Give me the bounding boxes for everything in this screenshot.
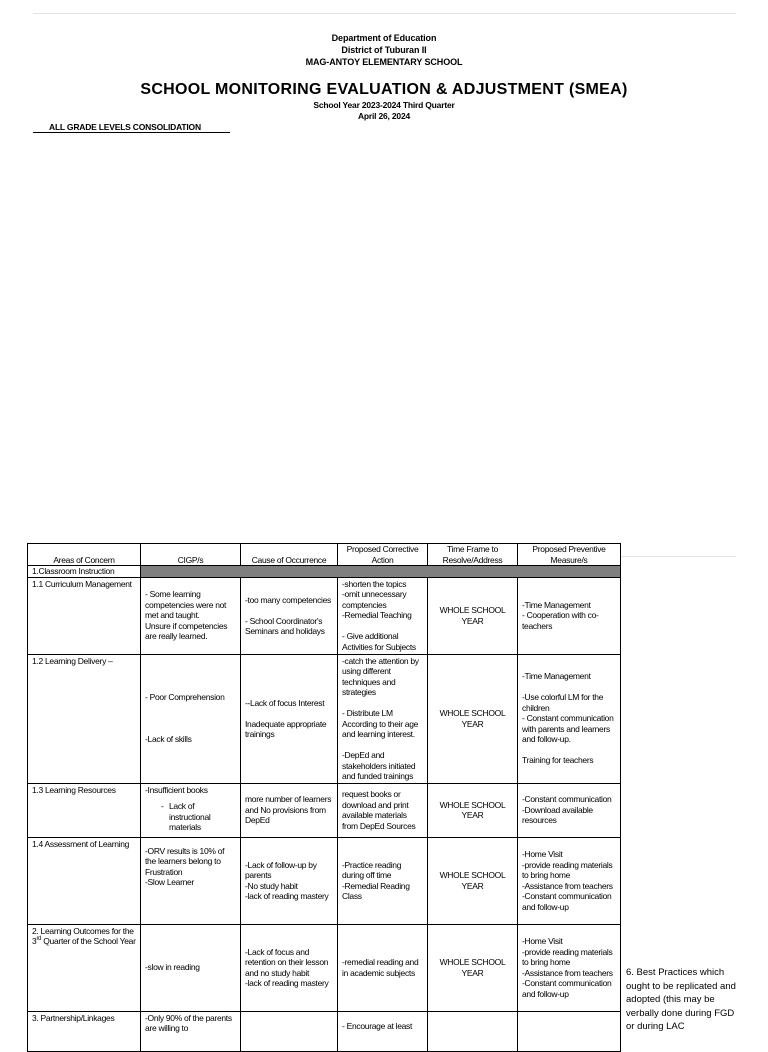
cigp-cell: -Insufficient books xyxy=(145,784,208,795)
cigp-cell: -Only 90% of the parents are willing to xyxy=(145,1012,232,1033)
district-name: District of Tuburan II xyxy=(341,45,427,55)
table-row xyxy=(28,654,621,783)
action-cell: request books or download and print available materials from DepEd Sources xyxy=(342,789,416,831)
column-header: Time Frame to Resolve/Address xyxy=(428,544,518,566)
timeframe-cell: WHOLE SCHOOL YEAR xyxy=(439,799,506,820)
timeframe-cell: WHOLE SCHOOL YEAR xyxy=(439,957,506,978)
section-shading xyxy=(141,566,621,578)
cause-cell: --Lack of focus Interest Inadequate appropriate trainings xyxy=(245,697,327,739)
action-cell: -Practice reading during off time -Remedial Reading Class xyxy=(342,859,410,901)
action-cell: -catch the attention by using different techniques and strategies - Distribute LM According to their age and learning interest. -DepEd and stakeholders initiated and funded trainings xyxy=(342,655,419,781)
table-row xyxy=(28,783,621,837)
top-divider xyxy=(33,13,736,14)
column-header: CIGP/s xyxy=(141,544,241,566)
smea-table xyxy=(27,543,621,1052)
table-row xyxy=(28,1011,621,1051)
table-header-row xyxy=(28,544,621,566)
cigp-cell: - Some learning competencies were not met and taught. Unsure if competencies are really learned. xyxy=(145,589,228,642)
preventive-cell: -Time Management - Cooperation with co-teachers xyxy=(522,599,599,631)
side-divider xyxy=(620,556,736,557)
department-name: Department of Education xyxy=(331,33,437,43)
school-name: MAG-ANTOY ELEMENTARY SCHOOL xyxy=(305,57,463,67)
cause-cell: -Lack of focus and retention on their lesson and no study habit -lack of reading mastery xyxy=(245,946,329,988)
action-cell: - Encourage at least xyxy=(342,1020,413,1031)
preventive-cell: -Time Management -Use colorful LM for the children - Constant communication with parents and learners and follow-up. Training for teachers xyxy=(522,671,614,766)
table-row xyxy=(28,837,621,924)
document-title: SCHOOL MONITORING EVALUATION & ADJUSTMENT (SMEA) xyxy=(140,81,628,98)
area-cell: 1.1 Curriculum Management xyxy=(32,578,132,589)
action-cell: -remedial reading and in academic subjects xyxy=(342,957,419,978)
preventive-cell: -Home Visit -provide reading materials to bring home -Assistance from teachers -Constant communication and follow-up xyxy=(522,849,613,912)
table-row xyxy=(28,577,621,654)
report-date: April 26, 2024 xyxy=(357,111,410,121)
section-row xyxy=(28,566,621,578)
cause-cell: -Lack of follow-up by parents -No study habit -lack of reading mastery xyxy=(245,859,329,901)
table-row xyxy=(28,924,621,1011)
best-practices-note: 6. Best Practices which ought to be replicated and adopted (this may be verbally done during FGD or during LAC xyxy=(626,967,736,1032)
cigp-bullet-item: - Lack of instructional materials xyxy=(145,801,236,833)
column-header: Proposed Corrective Action xyxy=(338,544,428,566)
consolidation-text: ALL GRADE LEVELS CONSOLIDATION xyxy=(49,122,201,132)
preventive-cell: -Constant communication -Download available resources xyxy=(522,794,612,826)
area-cell: 3. Partnership/Linkages xyxy=(32,1012,115,1023)
column-header: Cause of Occurrence xyxy=(241,544,338,566)
school-year: School Year 2023-2024 Third Quarter xyxy=(313,100,455,110)
timeframe-cell: WHOLE SCHOOL YEAR xyxy=(439,870,506,891)
area-cell: 2. Learning Outcomes for the 3rd Quarter of the School Year xyxy=(32,925,136,946)
area-cell: 1.3 Learning Resources xyxy=(32,784,116,795)
area-cell: 1.4 Assessment of Learning xyxy=(32,838,130,849)
cigp-cell: -ORV results is 10% of the learners belong to Frustration -Slow Learner xyxy=(145,845,225,887)
cause-cell: more number of learners and No provisions from DepEd xyxy=(245,794,332,826)
preventive-cell: -Home Visit -provide reading materials to bring home -Assistance from teachers -Constant communication and follow-up xyxy=(522,936,613,999)
timeframe-cell: WHOLE SCHOOL YEAR xyxy=(439,708,506,729)
column-header: Proposed Preventive Measure/s xyxy=(518,544,621,566)
consolidation-label xyxy=(33,122,230,133)
action-cell: -shorten the topics -omit unnecessary comptencies -Remedial Teaching - Give additional Activities for Subjects xyxy=(342,578,416,652)
cigp-cell: -slow in reading xyxy=(145,962,200,973)
area-cell: 1.2 Learning Delivery – xyxy=(32,655,113,666)
cause-cell: -too many competencies - School Coordinator's Seminars and holidays xyxy=(245,594,331,636)
cigp-cell: - Poor Comprehension -Lack of skills xyxy=(145,692,225,745)
column-header: Areas of Concern xyxy=(28,544,141,566)
section-label: 1.Classroom Instruction xyxy=(28,566,141,578)
timeframe-cell: WHOLE SCHOOL YEAR xyxy=(439,605,506,626)
